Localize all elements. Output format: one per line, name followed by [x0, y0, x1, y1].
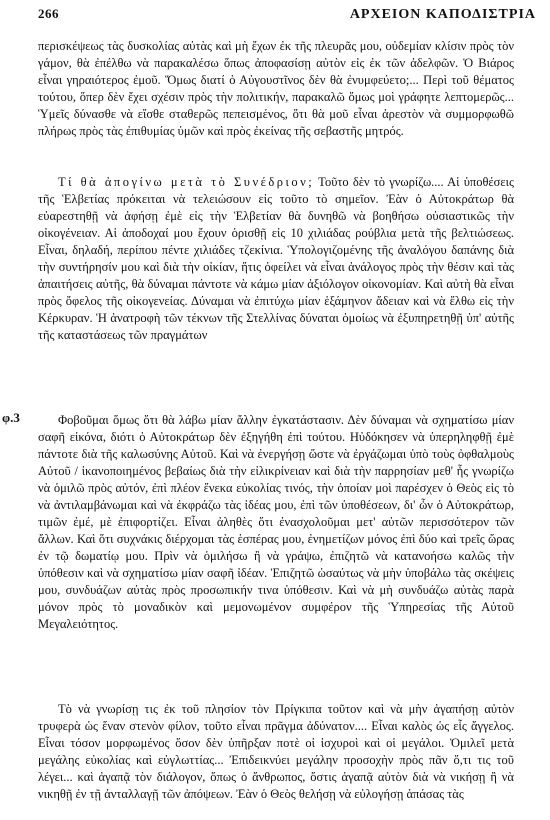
document-body [38, 38, 514, 820]
paragraph-2 [38, 174, 514, 412]
paragraph-4: Τὸ νὰ γνωρίσῃ τις ἐκ τοῦ πλησίον τὸν Πρίγκιπα τοῦτον καὶ νὰ μὴν ἀγαπήσῃ αὐτὸν τρυφερὰ ὡς ἕναν στενὸν φίλον, τοῦτο εἶναι πρᾶγμα ἀδύνατον.... Εἶναι καλὸς ὡς εἷς ἄγγελος. Εἶναι τόσον μορφωμένος ὅσον δὲν ὑπῆρξαν ποτὲ οἱ ἰσχυροὶ καὶ οἱ μεγάλοι. Ὁμιλεῖ μετὰ μεγάλης εὐκολίας καὶ εὐγλωττίας... Ἐπιδεικνύει μεγάλην προσοχὴν πρὸς πᾶν ὅ,τι τις τοῦ λέγει... καὶ ἀγαπᾷ τὸν διάλογον, ὅπως ὁ ἄνθρωπος, ὅστις ἀγαπᾷ αὐτὸν διὰ νὰ νικήσῃ ἢ νὰ νικηθῇ ἐν τῇ ἀνταλλαγῇ τῶν ἀπόψεων. Ἐὰν ὁ Θεὸς θελήσῃ νὰ εὐλογήσῃ ἁπάσας τὰς [38, 702, 514, 801]
spaced-heading-text: Τί θὰ ἀπογίνω μετὰ τὸ Συνέδριον; [58, 175, 315, 189]
paragraph-3: Φοβοῦμαι ὅμως ὅτι θὰ λάβω μίαν ἄλλην ἐγκατάστασιν. Δὲν δύναμαι νὰ σχηματίσω μίαν σαφῆ εἰκόνα, διότι ὁ Αὐτοκράτωρ δὲν ἐξηγήθη ἐπὶ τούτου. Ηὐδόκησεν νὰ ὑπερηληφθῇ ἐμὲ πάντοτε διὰ τῆς καλωσύνης Αὐτοῦ. Καὶ νὰ ἐνεργήσῃ ὥστε νὰ ἐργάζωμαι ὑπὸ τοὺς ὀφθαλμοὺς Αὐτοῦ / ἱκανοποιημένος βεβαίως διὰ τὴν εἰλικρίνειαν καὶ διὰ τὴν παρρησίαν μεθ' ἧς γνωρίζω νὰ ὁμιλῶ πρὸς αὐτόν, ἐπὶ πλέον ἕνεκα εὐκολίας τινός, τὴν ὁποίαν μοὶ παρέσχεν ὁ Θεὸς εἰς τὸ νὰ ἀντιλαμβάνωμαι καὶ νὰ ἐκφράζω τὰς ἰδέας μου, ἐπὶ τῶν ὑποθέσεων, δι' ὧν ὁ Αὐτοκράτωρ, τιμῶν ἐμέ, μὲ ἐπιφορτίζει. Εἶναι ἀληθὲς ὅτι ἐνασχολοῦμαι μετ' αὐτῶν περισσότερον τῶν ἄλλων. Καὶ ὅτι συχνάκις διέρχομαι τὰς ἑσπέρας μου, ἐνημετίζων μόνος ἐπὶ δύο καὶ τρεῖς ὥρας ἐν τῷ δωματίῳ μου. Πρὶν νὰ ὁμιλήσω ἢ νὰ γράψω, ἐπιζητῶ νὰ κατανοήσω καλῶς τὴν ὑπόθεσιν καὶ νὰ σχηματίσω μίαν σαφῆ ἰδέαν. Ἐπιζητῶ ὡσαύτως νὰ μὴν ὑποβάλω τὰς σκέψεις μου, συνδυάζων αὐτὰς πρὸς προσωπικήν τινα ὑπόθεσιν. Καὶ νὰ μὴ συνδυάζω αὐτὰς παρὰ μόνον πρὸς τὸ μοναδικὸν καὶ μεμονωμένον συμφέρον τῆς Ὑπηρεσίας τῆς Αὐτοῦ Μεγαλειότητος. [38, 413, 514, 631]
margin-folio-note: φ.3 [2, 410, 20, 425]
book-title: ΑΡΧΕΙΟΝ ΚΑΠΟΔΙΣΤΡΙΑ [349, 7, 536, 22]
page-number: 266 [38, 6, 59, 21]
running-head [38, 6, 536, 26]
paragraph-2-text: Τοῦτο δὲν τὸ γνωρίζω.... Αἱ ὑποθέσεις τῆς Ἑλβετίας πρόκειται νὰ τελειώσουν εἰς τοῦτο τὸ σημεῖον. Ἐὰν ὁ Αὐτοκράτωρ θὰ εὐαρεστηθῇ νὰ ἀφήσῃ ἐμὲ εἰς τὴν Ἑλβετίαν θὰ δυνηθῶ νὰ βοηθήσω οὐσιαστικῶς τὴν οἰκογένειαν. Αἱ ἀποδοχαί μου ἔχουν ὁρισθῇ εἰς 10 χιλιάδας ρούβλια μετὰ τῆς βελτιώσεως. Εἶναι, δηλαδή, περίπου πέντε χιλιάδες τζεκίνια. Ὑπολογιζομένης τῆς ἀναλόγου δαπάνης διὰ τὴν συντήρησίν μου καὶ διὰ τὴν οἰκίαν, ἥτις ὀφείλει νὰ εἶναι ἀνάλογος πρὸς τὴν θέσιν καὶ τὰς ἀπαιτήσεις αὐτῆς, θὰ δύναμαι πάντοτε νὰ κάμω μίαν ἀξιόλογον οἰκονομίαν. Καὶ αὐτὴ θὰ εἶναι πρὸς ὄφελος τῆς οἰκογενείας. Δύναμαι νὰ ἐπιτύχω μίαν ἑξάμηνον ἄδειαν καὶ νὰ ἔλθω εἰς τὴν Κέρκυραν. Ἡ ἀνατροφὴ τῶν τέκνων τῆς Στελλίνας δύναται ὁμοίως νὰ ἐξυπηρετηθῇ ὑπ' αὐτῆς τῆς καταστάσεως τῶν πραγμάτων [38, 175, 514, 342]
paragraph-1: περισκέψεως τὰς δυσκολίας αὐτὰς καὶ μὴ ἔχων ἐκ τῆς πλευρᾶς μου, οὐδεμίαν κλίσιν πρὸς τὸν γάμον, θὰ ἐπέλθω νὰ παρακαλέσω ὅπως ἀποφασίσῃ αὐτὸν εἰς ἐκ τῶν ἀδελφῶν. Ὁ Βιάρος εἶναι γηραιότερος ἐμοῦ. Ὅμως διατί ὁ Αὐγουστῖνος δὲν θὰ ἐνυμφεύετο;... Περὶ τοῦ θέματος τούτου, ὅπερ δὲν ἔχει σχέσιν πρὸς τὴν πολιτικήν, παρακαλῶ ὅμως μοὶ γράφητε λεπτομερῶς... Ὑμεῖς δύνασθε νὰ εἴσθε σταθερῶς πεπεισμένος, ὅτι θὰ μοῦ εἶναι ἀρεστὸν νὰ συμμορφωθῶ πλήρως πρὸς τὰς ἐπιθυμίας ὑμῶν καὶ πρὸς ἐκείνας τῆς σεβαστῆς μητρός. [38, 39, 514, 138]
